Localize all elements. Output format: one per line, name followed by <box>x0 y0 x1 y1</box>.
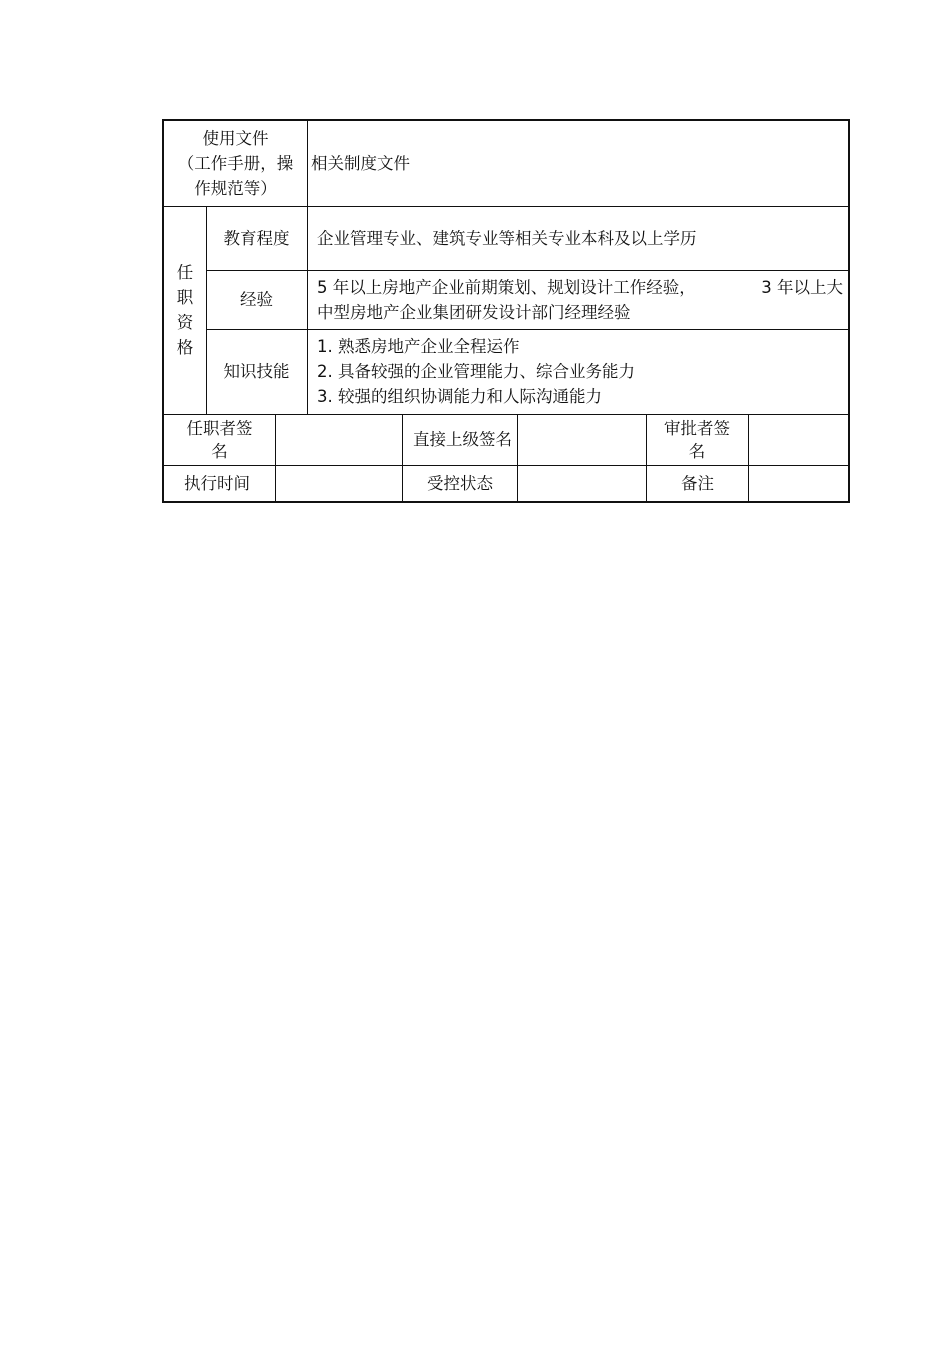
qualification-char: 格 <box>176 338 194 357</box>
experience-line-1a: 5 年以上房地产企业前期策划、规划设计工作经验， <box>317 277 696 297</box>
remarks-label: 备注 <box>681 473 714 493</box>
docs-value: 相关制度文件 <box>311 154 410 173</box>
experience-value <box>317 270 847 329</box>
qualification-char: 职 <box>176 288 194 307</box>
holder-sign-field[interactable] <box>276 414 402 465</box>
holder-sign-line: 名 <box>211 441 228 461</box>
remarks-field[interactable] <box>749 465 848 501</box>
controlled-status-label: 受控状态 <box>427 473 493 493</box>
controlled-status-field[interactable] <box>518 465 646 501</box>
qualification-char: 任 <box>176 263 194 282</box>
docs-label <box>164 121 307 206</box>
skills-list <box>317 329 842 414</box>
approver-sign-field[interactable] <box>749 414 848 465</box>
approver-sign-line: 审批者签 <box>664 418 730 438</box>
skills-item: 1. 熟悉房地产企业全程运作 <box>317 337 520 356</box>
experience-line-2: 中型房地产企业集团研发设计部门经理经验 <box>317 302 631 322</box>
skills-item: 2. 具备较强的企业管理能力、综合业务能力 <box>317 362 635 381</box>
docs-label-line: 使用文件 <box>202 129 269 148</box>
skills-label: 知识技能 <box>223 362 290 381</box>
col-divider-main <box>307 121 308 414</box>
experience-line-1b: 3 年以上大 <box>761 277 843 297</box>
exec-time-label: 执行时间 <box>184 473 250 493</box>
docs-label-line: （工作手册，操 <box>177 154 294 173</box>
education-value: 企业管理专业、建筑专业等相关专业本科及以上学历 <box>317 228 697 248</box>
superior-sign-label: 直接上级签名 <box>413 430 512 449</box>
holder-sign-line: 任职者签 <box>186 418 253 438</box>
education-label: 教育程度 <box>223 228 290 248</box>
docs-label-line: 作规范等） <box>194 179 277 198</box>
skills-item: 3. 较强的组织协调能力和人际沟通能力 <box>317 387 602 406</box>
exec-time-field[interactable] <box>276 465 402 501</box>
approver-sign-line: 名 <box>688 441 706 461</box>
job-description-table <box>162 119 850 503</box>
experience-label: 经验 <box>240 290 273 309</box>
qualification-char: 资 <box>176 313 194 332</box>
qualification-group-label <box>164 206 206 414</box>
approver-sign-label <box>646 414 748 465</box>
holder-sign-label <box>164 414 275 465</box>
superior-sign-field[interactable] <box>530 414 646 465</box>
